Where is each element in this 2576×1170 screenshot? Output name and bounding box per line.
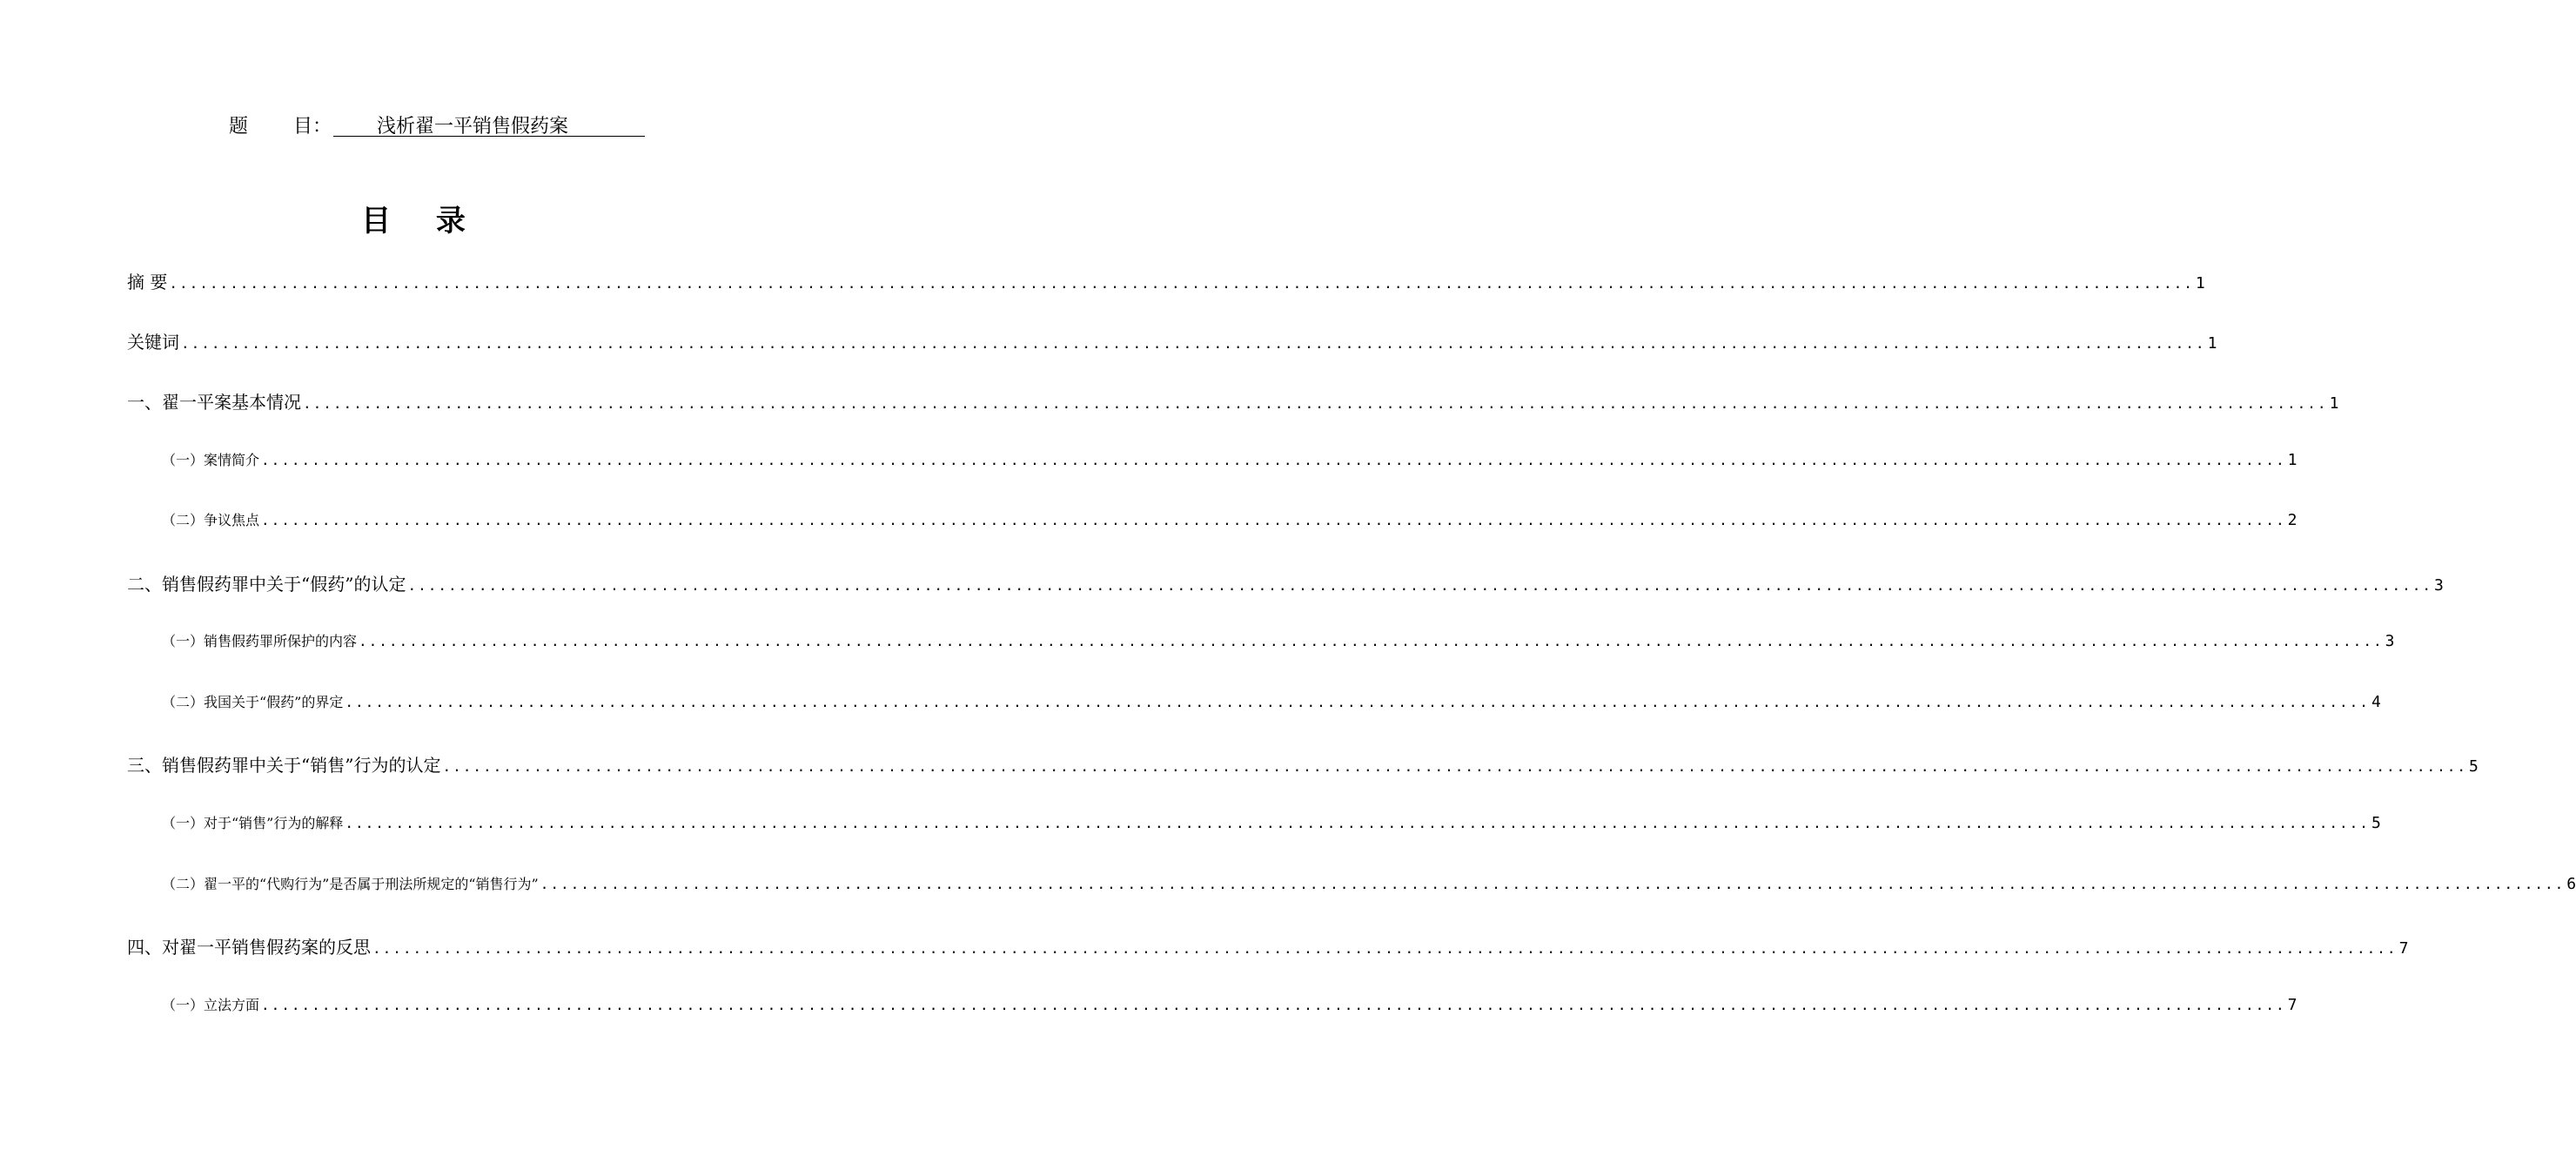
toc-entry-label: 一、翟一平案基本情况	[127, 392, 301, 413]
toc-entry[interactable]	[162, 994, 2298, 1017]
toc-entry-page-number: 1	[2195, 274, 2205, 292]
toc-entry-label: 三、销售假药罪中关于“销售”行为的认定	[127, 755, 441, 776]
toc-entry[interactable]	[162, 873, 2576, 896]
toc-entry[interactable]	[162, 691, 2381, 714]
title-label-part-1: 题	[229, 116, 249, 138]
toc-entry[interactable]	[127, 751, 2479, 777]
toc-entry[interactable]	[127, 570, 2444, 596]
toc-entry-page-number: 1	[2329, 394, 2339, 413]
toc-entry[interactable]	[162, 509, 2298, 532]
toc-leader-dots: ........................................................................................................................................................................................................	[359, 633, 2384, 649]
toc-entry-page-number: 5	[2469, 757, 2479, 776]
toc-heading: 目 录	[361, 204, 483, 239]
toc-entry-label: 四、对翟一平销售假药案的反思	[127, 937, 371, 958]
toc-entry-page-number: 2	[2287, 511, 2298, 529]
toc-leader-dots: ........................................................................................................................................................................................................	[372, 940, 2398, 957]
toc-entry-label: （一）销售假药罪所保护的内容	[162, 633, 358, 649]
toc-entry-label: 关键词	[127, 332, 179, 353]
toc-entry-label: （二）翟一平的“代购行为”是否属于刑法所规定的“销售行为”	[162, 876, 539, 892]
toc-entry-label: （二）争议焦点	[162, 512, 260, 528]
toc-leader-dots: ........................................................................................................................................................................................................	[442, 758, 2468, 775]
toc-leader-dots: ........................................................................................................................................................................................................	[181, 335, 2206, 352]
toc-entry-page-number: 1	[2287, 451, 2298, 469]
toc-entry-page-number: 3	[2434, 576, 2444, 595]
toc-leader-dots: ........................................................................................................................................................................................................	[345, 694, 2370, 710]
toc-entry-page-number: 4	[2371, 693, 2381, 711]
toc-entry-page-number: 7	[2287, 996, 2298, 1014]
toc-entry-page-number: 5	[2371, 814, 2381, 832]
toc-entry[interactable]	[127, 328, 2217, 354]
toc-entry-label: （一）对于“销售”行为的解释	[162, 815, 344, 831]
toc-leader-dots: ........................................................................................................................................................................................................	[261, 997, 2286, 1013]
toc-entry[interactable]	[127, 388, 2339, 414]
toc-entry-label: 摘 要	[127, 272, 168, 292]
toc-entry-label: （二）我国关于“假药”的界定	[162, 694, 344, 710]
toc-leader-dots: ........................................................................................................................................................................................................	[169, 275, 2194, 292]
toc-entry-label: （一）立法方面	[162, 997, 260, 1013]
toc-entry-page-number: 7	[2398, 939, 2409, 958]
toc-entry[interactable]	[162, 812, 2381, 835]
toc-leader-dots: ........................................................................................................................................................................................................	[261, 452, 2286, 468]
toc-entry[interactable]	[127, 933, 2409, 959]
toc-entry[interactable]	[127, 268, 2205, 294]
toc-entry-page-number: 1	[2207, 334, 2217, 353]
toc-entry-page-number: 3	[2385, 632, 2395, 650]
toc-entry[interactable]	[162, 630, 2395, 653]
toc-leader-dots: ........................................................................................................................................................................................................	[303, 395, 2328, 412]
toc-entry-label: 二、销售假药罪中关于“假药”的认定	[127, 574, 406, 595]
toc-leader-dots: ........................................................................................................................................................................................................	[407, 577, 2433, 594]
toc-entry-label: （一）案情简介	[162, 452, 260, 468]
toc-leader-dots: ........................................................................................................................................................................................................	[540, 876, 2566, 892]
title-value: 浅析翟一平销售假药案	[377, 116, 569, 138]
toc-entry[interactable]	[162, 449, 2298, 472]
toc-entry-page-number: 6	[2566, 875, 2576, 893]
toc-leader-dots: ........................................................................................................................................................................................................	[261, 512, 2286, 528]
title-label-part-2: 目：	[293, 116, 332, 138]
toc-leader-dots: ........................................................................................................................................................................................................	[345, 815, 2370, 831]
